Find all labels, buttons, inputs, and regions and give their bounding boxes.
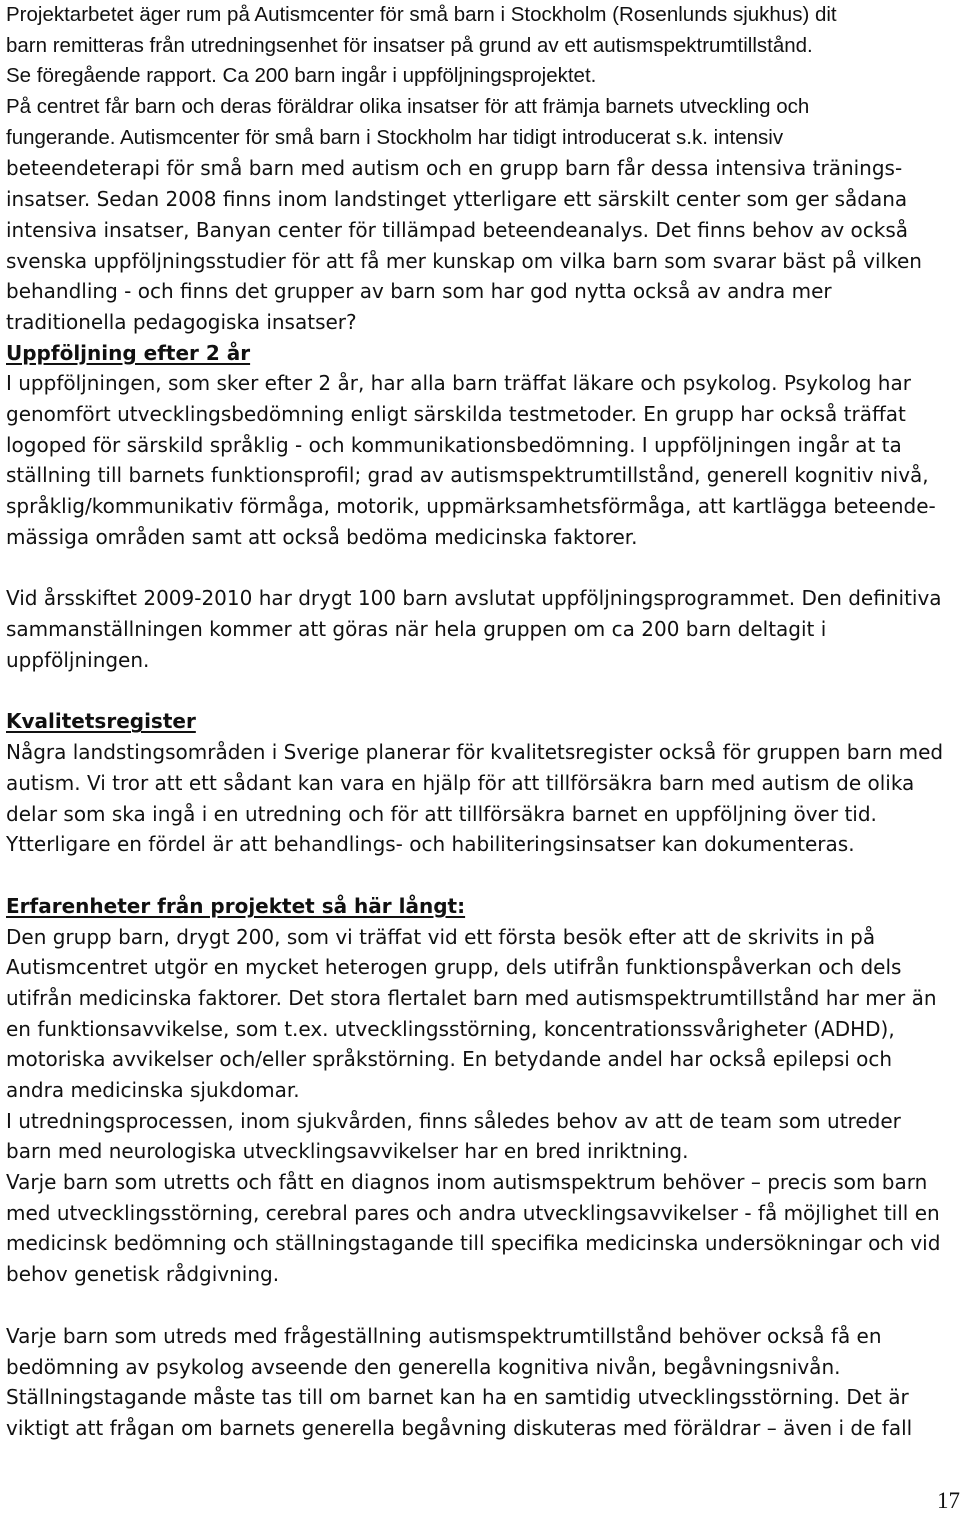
text-line: behov genetisk rådgivning.: [6, 1262, 280, 1287]
text-line: svenska uppföljningsstudier för att få mer kunskap om vilka barn som svarar bäst på vilken: [6, 248, 922, 273]
text-line: andra medicinska sjukdomar.: [6, 1078, 300, 1102]
text-line: Ställningstagande måste tas till om barnet kan ha en samtidig utvecklingsstörning. Det är: [6, 1385, 909, 1410]
text-line: delar som ska ingå i en utredning och för att tillförsäkra barnet en uppföljning över tid.: [6, 801, 877, 826]
text-line: Ytterligare en fördel är att behandlings- och habiliteringsinsatser kan dokumenteras.: [6, 832, 855, 857]
section-heading-quality-register: Kvalitetsregister: [6, 709, 196, 734]
section-heading-followup: Uppföljning efter 2 år: [6, 340, 251, 365]
text-line: barn remitteras från utredningsenhet för insatser på grund av ett autismspektrumtillstånd.: [6, 33, 813, 57]
text-line: genomfört utvecklingsbedömning enligt särskilda testmetoder. En grupp har också träffat: [6, 401, 906, 426]
document-page: [6, 0, 958, 1444]
paragraph-gap: [6, 860, 958, 891]
text-line: ställning till barnets funktionsprofil; grad av autismspektrumtillstånd, generell kognitiv nivå,: [6, 463, 929, 488]
text-line: en funktionsavvikelse, som t.ex. utvecklingsstörning, koncentrationssvårigheter (ADHD),: [6, 1016, 895, 1041]
text-line: I utredningsprocessen, inom sjukvården, finns således behov av att de team som utreder: [6, 1108, 901, 1133]
text-line: motoriska avvikelser och/eller språkstörning. En betydande andel har också epilepsi och: [6, 1047, 893, 1072]
year-end-paragraph: [6, 583, 958, 675]
text-line: bedömning av psykolog avseende den generella kognitiva nivån, begåvningsnivån.: [6, 1354, 841, 1379]
text-line: logoped för särskild språklig - och kommunikationsbedömning. I uppföljningen ingår at ta: [6, 432, 902, 457]
therapy-paragraph: [6, 153, 958, 337]
page-number: 17: [937, 1488, 960, 1513]
text-line: mässiga områden samt att också bedöma medicinska faktorer.: [6, 524, 638, 549]
text-line: Autismcentret utgör en mycket heterogen grupp, dels utifrån funktionspåverkan och dels: [6, 955, 902, 980]
text-line: barn med neurologiska utvecklingsavvikelser har en bred inriktning.: [6, 1139, 689, 1164]
text-line: I uppföljningen, som sker efter 2 år, har alla barn träffat läkare och psykolog. Psykolog har: [6, 371, 911, 396]
text-line: autism. Vi tror att ett sådant kan vara en hjälp för att tillförsäkra barn med autism de olika: [6, 770, 915, 795]
text-line: viktigt att frågan om barnets generella begåvning diskuteras med föräldrar – även i de fall: [6, 1415, 913, 1440]
paragraph-gap: [6, 675, 958, 706]
text-line: med utvecklingsstörning, cerebral pares och andra utvecklingsavvikelser - få möjlighet till en: [6, 1200, 940, 1225]
text-line: Vid årsskiftet 2009-2010 har drygt 100 barn avslutat uppföljningsprogrammet. Den definitiva: [6, 586, 942, 611]
quality-register-section: [6, 706, 958, 859]
text-line: Projektarbetet äger rum på Autismcenter för små barn i Stockholm (Rosenlunds sjukhus) dit: [6, 3, 837, 26]
final-paragraph: [6, 1321, 958, 1444]
text-line: behandling - och finns det grupper av barn som har god nytta också av andra mer: [6, 279, 832, 304]
section-heading-experiences: Erfarenheter från projektet så här långt:: [6, 893, 466, 918]
experiences-section: [6, 891, 958, 1290]
text-line: Varje barn som utretts och fått en diagnos inom autismspektrum behöver – precis som barn: [6, 1170, 928, 1195]
text-line: Se föregående rapport. Ca 200 barn ingår i uppföljningsprojektet.: [6, 64, 597, 88]
text-line: Den grupp barn, drygt 200, som vi träffat vid ett första besök efter att de skrivits in på: [6, 924, 876, 949]
text-line: uppföljningen.: [6, 647, 150, 672]
text-line: fungerande. Autismcenter för små barn i Stockholm har tidigt introducerat s.k. intensiv: [6, 125, 784, 149]
text-line: sammanställningen kommer att göras när hela gruppen om ca 200 barn deltagit i: [6, 617, 827, 642]
paragraph-gap: [6, 1290, 958, 1321]
followup-section: [6, 338, 958, 553]
text-line: utifrån medicinska faktorer. Det stora flertalet barn med autismspektrumtillstånd har mer än: [6, 985, 937, 1010]
text-line: Några landstingsområden i Sverige planerar för kvalitetsregister också för gruppen barn med: [6, 740, 944, 765]
paragraph-gap: [6, 552, 958, 583]
text-line: intensiva insatser, Banyan center för tillämpad beteendeanalys. Det finns behov av också: [6, 217, 909, 242]
intro-paragraph: [6, 0, 958, 153]
text-line: beteendeterapi för små barn med autism och en grupp barn får dessa intensiva tränings-: [6, 156, 903, 181]
text-line: Varje barn som utreds med frågeställning autismspektrumtillstånd behöver också få en: [6, 1323, 882, 1348]
text-line: På centret får barn och deras föräldrar olika insatser för att främja barnets utveckling och: [6, 95, 810, 119]
text-line: traditionella pedagogiska insatser?: [6, 309, 357, 334]
text-line: insatser. Sedan 2008 finns inom landstinget ytterligare ett särskilt center som ger sådana: [6, 187, 908, 212]
text-line: språklig/kommunikativ förmåga, motorik, uppmärksamhetsförmåga, att kartlägga beteende-: [6, 494, 936, 518]
text-line: medicinsk bedömning och ställningstagande till specifika medicinska undersökningar och vid: [6, 1231, 941, 1256]
